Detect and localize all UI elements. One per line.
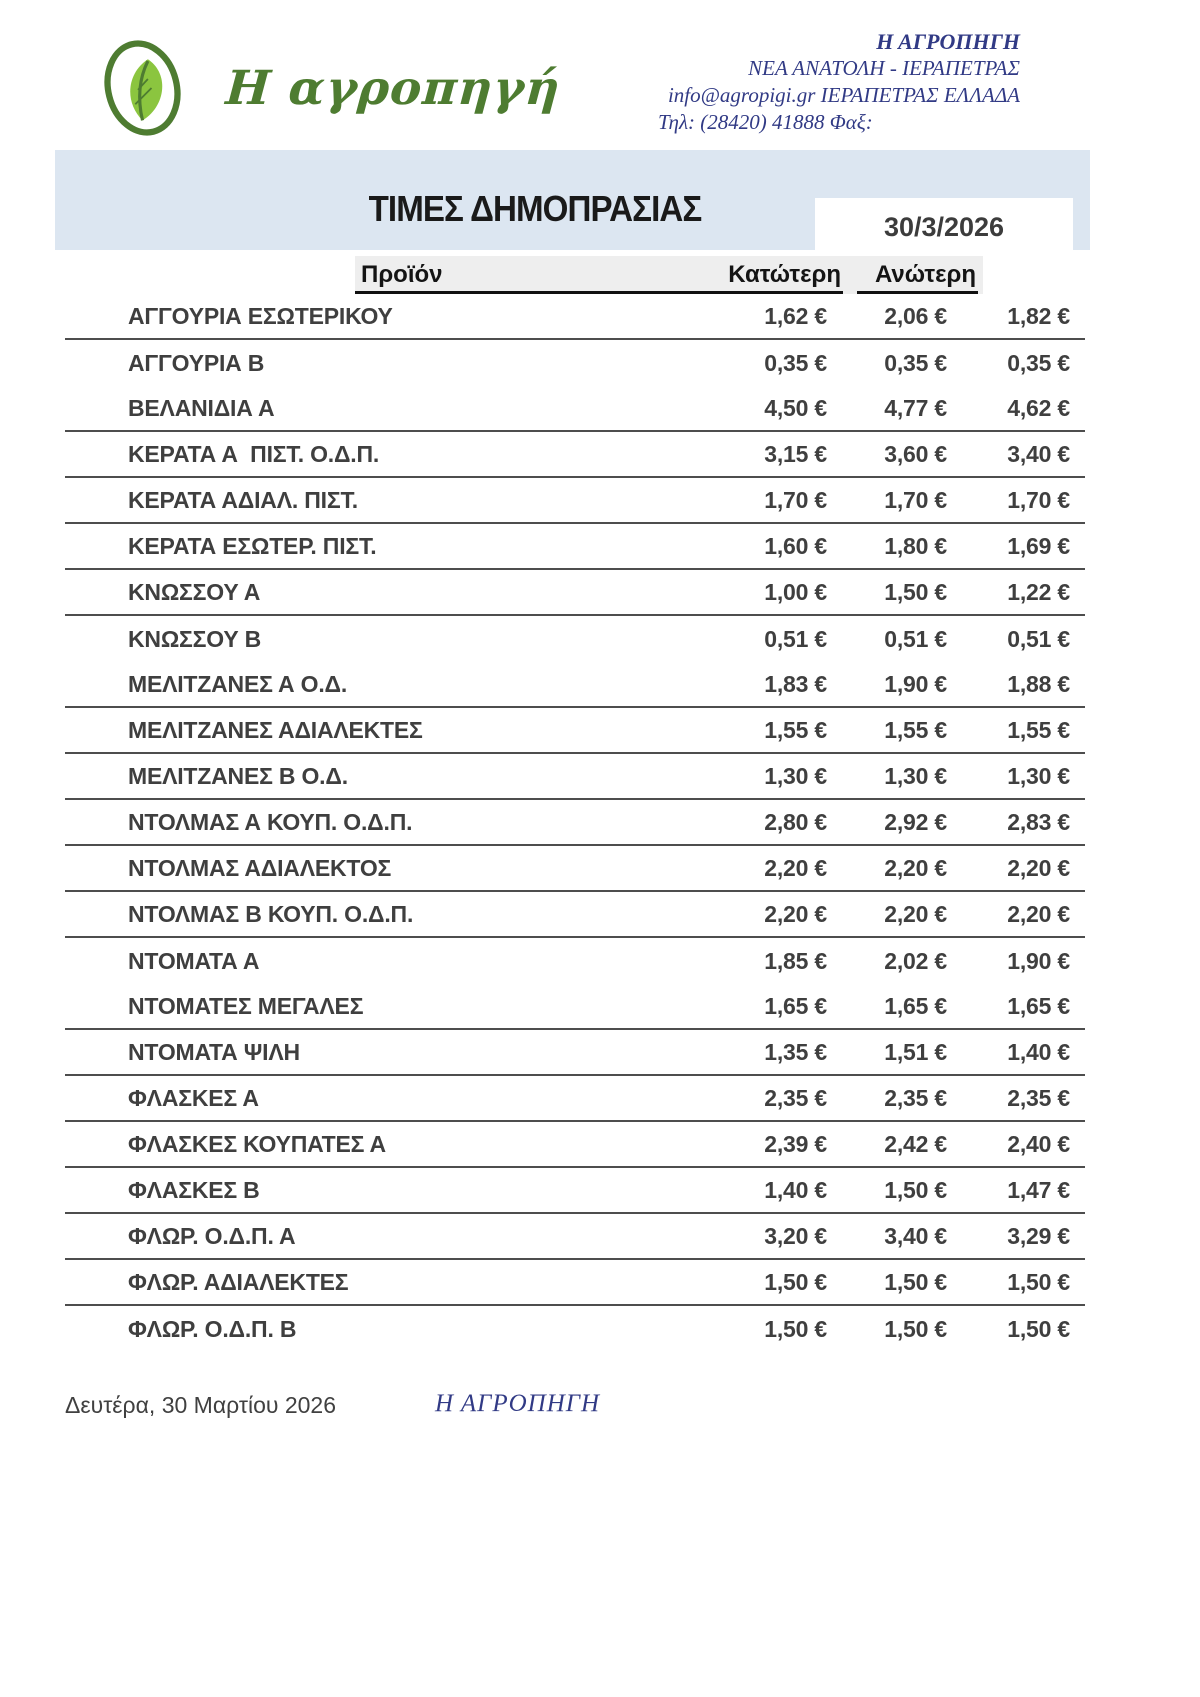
price-high: 1,70 € <box>884 486 947 513</box>
header-cell-product-low <box>355 261 843 294</box>
company-name: Η ΑΓΡΟΠΗΓΗ <box>876 29 1020 54</box>
table-row <box>65 570 1085 616</box>
price-low: 3,20 € <box>764 1222 827 1249</box>
price-avg: 1,30 € <box>1007 762 1070 789</box>
logo-script-text: Η αγροπηγή <box>224 60 563 116</box>
table-row <box>65 662 1085 708</box>
price-avg: 2,40 € <box>1007 1130 1070 1157</box>
price-high: 3,60 € <box>884 440 947 467</box>
price-avg: 1,40 € <box>1007 1038 1070 1065</box>
price-high: 1,55 € <box>884 716 947 743</box>
table-row <box>65 432 1085 478</box>
column-header-low: Κατώτερη <box>728 261 841 288</box>
price-high: 2,35 € <box>884 1084 947 1111</box>
price-low: 3,15 € <box>764 440 827 467</box>
price-low: 1,70 € <box>764 486 827 513</box>
product-name: ΚΕΡΑΤΑ ΑΔΙΑΛ. ΠΙΣΤ. <box>128 486 358 513</box>
price-low: 1,35 € <box>764 1038 827 1065</box>
price-high: 1,90 € <box>884 670 947 697</box>
footer-signature: Η ΑΓΡΟΠΗΓΗ <box>435 1390 601 1417</box>
price-avg: 2,35 € <box>1007 1084 1070 1111</box>
price-low: 1,50 € <box>764 1268 827 1295</box>
price-avg: 1,50 € <box>1007 1315 1070 1342</box>
table-header-row <box>355 256 983 294</box>
table-row <box>65 1214 1085 1260</box>
price-high: 2,02 € <box>884 947 947 974</box>
price-low: 4,50 € <box>764 394 827 421</box>
product-name: ΑΓΓΟΥΡΙΑ Β <box>128 349 265 376</box>
product-name: ΦΛΩΡ. Ο.Δ.Π. Α <box>128 1222 296 1249</box>
price-avg: 2,20 € <box>1007 900 1070 927</box>
price-high: 1,30 € <box>884 762 947 789</box>
price-avg: 2,83 € <box>1007 808 1070 835</box>
price-avg: 1,88 € <box>1007 670 1070 697</box>
price-avg: 0,35 € <box>1007 349 1070 376</box>
product-name: ΝΤΟΛΜΑΣ Α ΚΟΥΠ. Ο.Δ.Π. <box>128 808 413 835</box>
footer-long-date: Δευτέρα, 30 Μαρτίου 2026 <box>65 1392 337 1418</box>
table-row <box>65 938 1085 984</box>
product-name: ΦΛΑΣΚΕΣ Α <box>128 1084 259 1111</box>
price-avg: 1,50 € <box>1007 1268 1070 1295</box>
price-low: 2,80 € <box>764 808 827 835</box>
table-row <box>65 846 1085 892</box>
product-name: ΝΤΟΜΑΤΑ ΨΙΛΗ <box>128 1038 300 1065</box>
price-low: 1,62 € <box>764 302 827 329</box>
column-header-high: Ανώτερη <box>857 261 978 294</box>
price-high: 4,77 € <box>884 394 947 421</box>
product-name: ΝΤΟΛΜΑΣ ΑΔΙΑΛΕΚΤΟΣ <box>128 854 392 881</box>
price-low: 1,55 € <box>764 716 827 743</box>
price-avg: 1,69 € <box>1007 532 1070 559</box>
product-name: ΦΛΩΡ. Ο.Δ.Π. Β <box>128 1315 297 1342</box>
price-avg: 1,47 € <box>1007 1176 1070 1203</box>
price-high: 1,50 € <box>884 1315 947 1342</box>
table-row <box>65 708 1085 754</box>
price-low: 2,39 € <box>764 1130 827 1157</box>
price-high: 1,51 € <box>884 1038 947 1065</box>
price-low: 1,40 € <box>764 1176 827 1203</box>
price-low: 1,50 € <box>764 1315 827 1342</box>
product-name: ΝΤΟΜΑΤΕΣ ΜΕΓΑΛΕΣ <box>128 992 364 1019</box>
product-name: ΝΤΟΜΑΤΑ Α <box>128 947 260 974</box>
table-row <box>65 800 1085 846</box>
price-high: 0,51 € <box>884 625 947 652</box>
leaf-circle-icon <box>88 34 206 142</box>
table-row <box>65 1030 1085 1076</box>
price-low: 0,35 € <box>764 349 827 376</box>
table-row <box>65 984 1085 1030</box>
product-name: ΒΕΛΑΝΙΔΙΑ Α <box>128 394 275 421</box>
product-name: ΚΕΡΑΤΑ ΕΣΩΤΕΡ. ΠΙΣΤ. <box>128 532 377 559</box>
price-avg: 0,51 € <box>1007 625 1070 652</box>
price-high: 2,20 € <box>884 900 947 927</box>
price-low: 1,00 € <box>764 578 827 605</box>
table-row <box>65 892 1085 938</box>
price-low: 0,51 € <box>764 625 827 652</box>
price-high: 2,06 € <box>884 302 947 329</box>
table-row <box>65 754 1085 800</box>
column-header-product: Προϊόν <box>361 261 443 288</box>
price-low: 2,20 € <box>764 854 827 881</box>
price-high: 1,50 € <box>884 1176 947 1203</box>
table-row <box>65 294 1085 340</box>
product-name: ΦΛΑΣΚΕΣ Β <box>128 1176 260 1203</box>
price-high: 2,42 € <box>884 1130 947 1157</box>
company-info-block <box>658 28 1020 136</box>
price-high: 1,80 € <box>884 532 947 559</box>
price-high: 2,92 € <box>884 808 947 835</box>
company-address: ΝΕΑ ΑΝΑΤΟΛΗ - ΙΕΡΑΠΕΤΡΑΣ <box>748 56 1020 80</box>
page-title: ΤΙΜΕΣ ΔΗΜΟΠΡΑΣΙΑΣ <box>368 188 702 229</box>
price-low: 2,20 € <box>764 900 827 927</box>
product-name: ΑΓΓΟΥΡΙΑ ΕΣΩΤΕΡΙΚΟΥ <box>128 302 393 329</box>
product-name: ΝΤΟΛΜΑΣ Β ΚΟΥΠ. Ο.Δ.Π. <box>128 900 414 927</box>
price-high: 0,35 € <box>884 349 947 376</box>
table-row <box>65 616 1085 662</box>
price-low: 1,65 € <box>764 992 827 1019</box>
price-high: 3,40 € <box>884 1222 947 1249</box>
price-avg: 1,90 € <box>1007 947 1070 974</box>
table-row <box>65 524 1085 570</box>
product-name: ΚΝΩΣΣΟΥ Α <box>128 578 261 605</box>
price-high: 1,50 € <box>884 578 947 605</box>
product-name: ΦΛΩΡ. ΑΔΙΑΛΕΚΤΕΣ <box>128 1268 349 1295</box>
price-avg: 2,20 € <box>1007 854 1070 881</box>
product-name: ΦΛΑΣΚΕΣ ΚΟΥΠΑΤΕΣ Α <box>128 1130 386 1157</box>
company-logo <box>88 34 563 142</box>
price-avg: 1,22 € <box>1007 578 1070 605</box>
price-low: 1,83 € <box>764 670 827 697</box>
product-name: ΜΕΛΙΤΖΑΝΕΣ Α Ο.Δ. <box>128 670 348 697</box>
price-table <box>65 294 1085 1352</box>
table-row <box>65 1122 1085 1168</box>
price-low: 1,30 € <box>764 762 827 789</box>
product-name: ΜΕΛΙΤΖΑΝΕΣ ΑΔΙΑΛΕΚΤΕΣ <box>128 716 423 743</box>
product-name: ΜΕΛΙΤΖΑΝΕΣ Β Ο.Δ. <box>128 762 348 789</box>
table-row <box>65 1076 1085 1122</box>
price-low: 1,85 € <box>764 947 827 974</box>
price-avg: 1,82 € <box>1007 302 1070 329</box>
table-row <box>65 1306 1085 1352</box>
table-row <box>65 1168 1085 1214</box>
table-row <box>65 1260 1085 1306</box>
price-avg: 4,62 € <box>1007 394 1070 421</box>
table-row <box>65 340 1085 386</box>
company-email-line: info@agropigi.gr ΙΕΡΑΠΕΤΡΑΣ ΕΛΛΑΔΑ <box>667 83 1020 107</box>
product-name: ΚΕΡΑΤΑ Α ΠΙΣΤ. Ο.Δ.Π. <box>128 440 380 467</box>
product-name: ΚΝΩΣΣΟΥ Β <box>128 625 262 652</box>
table-row <box>65 386 1085 432</box>
table-row <box>65 478 1085 524</box>
price-avg: 3,29 € <box>1007 1222 1070 1249</box>
company-phone-line: Τηλ: (28420) 41888 Φαξ: <box>658 110 873 134</box>
price-high: 2,20 € <box>884 854 947 881</box>
price-high: 1,65 € <box>884 992 947 1019</box>
price-low: 2,35 € <box>764 1084 827 1111</box>
price-avg: 3,40 € <box>1007 440 1070 467</box>
price-high: 1,50 € <box>884 1268 947 1295</box>
price-avg: 1,70 € <box>1007 486 1070 513</box>
price-low: 1,60 € <box>764 532 827 559</box>
price-avg: 1,55 € <box>1007 716 1070 743</box>
price-avg: 1,65 € <box>1007 992 1070 1019</box>
auction-date: 30/3/2026 <box>815 198 1073 256</box>
